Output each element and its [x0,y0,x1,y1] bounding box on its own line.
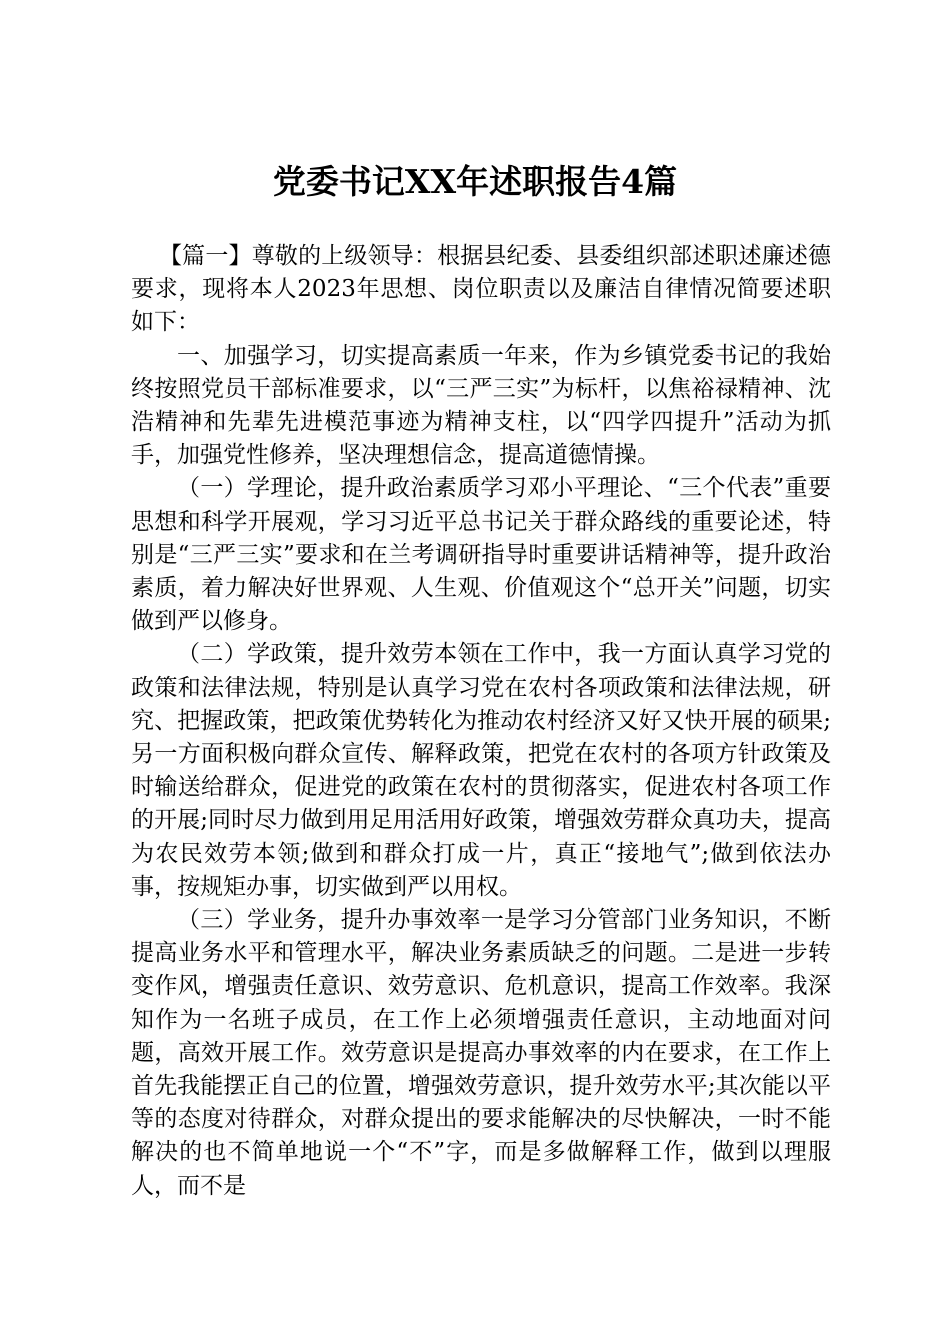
paragraph-intro: 【篇一】尊敬的上级领导：根据县纪委、县委组织部述职述廉述德要求，现将本人2023年思想、岗位职责以及廉洁自律情况简要述职如下： [131,243,831,336]
document-title: 党委书记XX年述职报告4篇 [272,162,678,201]
paragraph-subsection-3: （三）学业务，提升办事效率一是学习分管部门业务知识，不断提高业务水平和管理水平，解决业务素质缺乏的问题。二是进一步转变作风，增强责任意识、效劳意识、危机意识，提高工作效率。我深知作为一名班子成员，在工作上必须增强责任意识，主动地面对问题，高效开展工作。效劳意识是提高办事效率的内在要求，在工作上首先我能摆正自己的位置，增强效劳意识，提升效劳水平;其次能以平等的态度对待群众，对群众提出的要求能解决的尽快解决，一时不能解决的也不简单地说一个“不”字，而是多做解释工作，做到以理服人，而不是 [131,907,831,1199]
document-body [131,240,831,1203]
paragraph-subsection-2: （二）学政策，提升效劳本领在工作中，我一方面认真学习党的政策和法律法规，特别是认真学习党在农村各项政策和法律法规，研究、把握政策，把政策优势转化为推动农村经济又好又快开展的硕果;另一方面积极向群众宣传、解释政策，把党在农村的各项方针政策及时输送给群众，促进党的政策在农村的贯彻落实，促进农村各项工作的开展;同时尽力做到用足用活用好政策，增强效劳群众真功夫，提高为农民效劳本领;做到和群众打成一片，真正“接地气”;做到依法办事，按规矩办事，切实做到严以用权。 [131,641,831,900]
paragraph-section-1: 一、加强学习，切实提高素质一年来，作为乡镇党委书记的我始终按照党员干部标准要求，以“三严三实”为标杆，以焦裕禄精神、沈浩精神和先辈先进模范事迹为精神支柱，以“四学四提升”活动为抓手，加强党性修养，坚决理想信念，提高道德情操。 [131,342,831,469]
paragraph-subsection-1: （一）学理论，提升政治素质学习邓小平理论、“三个代表”重要思想和科学开展观，学习习近平总书记关于群众路线的重要论述，特别是“三严三实”要求和在兰考调研指导时重要讲话精神等，提升政治素质，着力解决好世界观、人生观、价值观这个“总开关”问题，切实做到严以修身。 [131,475,831,635]
